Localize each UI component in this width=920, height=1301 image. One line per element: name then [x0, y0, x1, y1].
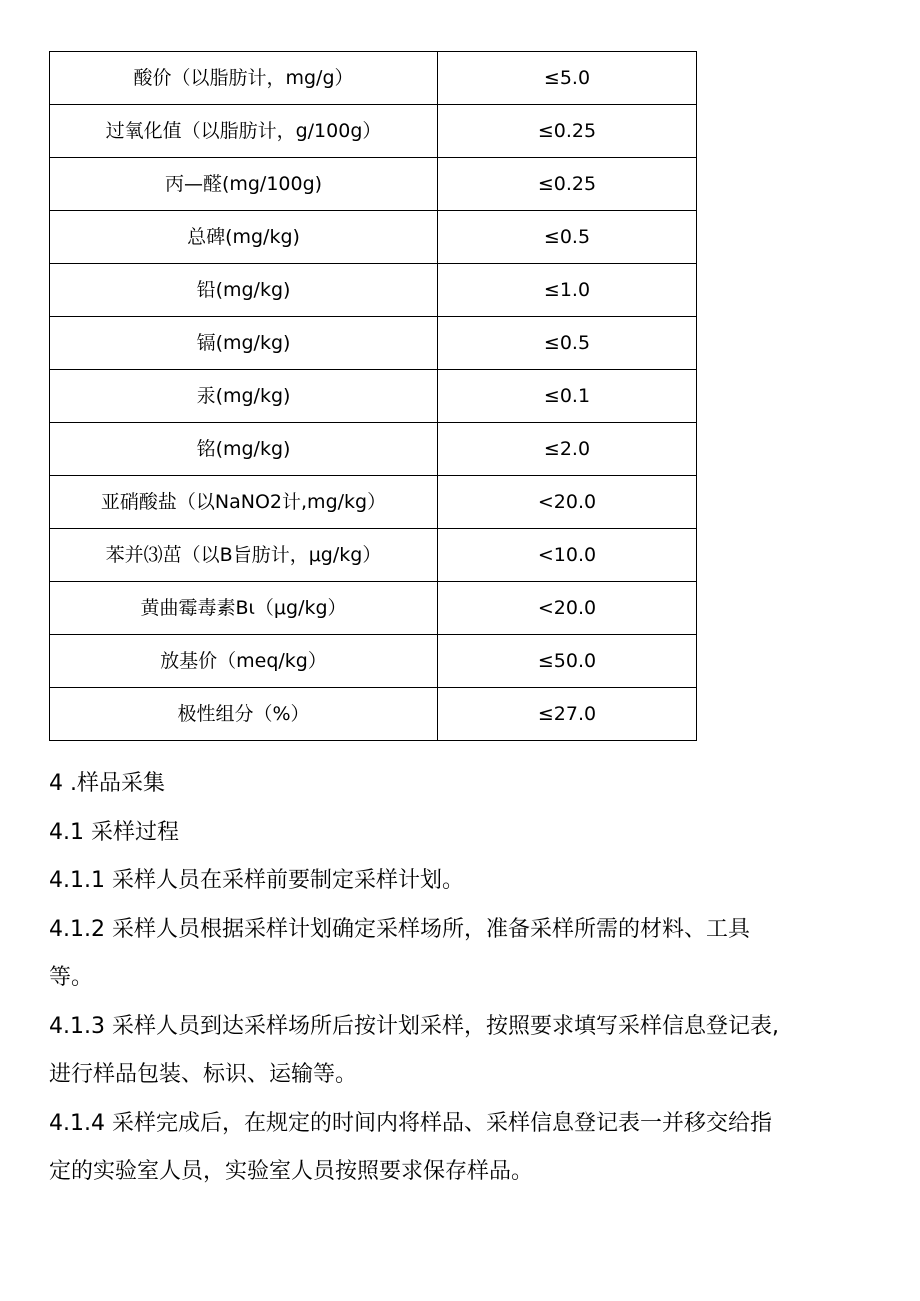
paragraph	[49, 906, 869, 1003]
limit-cell: <20.0	[438, 582, 697, 635]
limit-cell: <10.0	[438, 529, 697, 582]
paragraph-line: 定的实验室人员，实验室人员按照要求保存样品。	[49, 1159, 534, 1184]
section-heading-text: 4 .样品采集	[49, 771, 165, 796]
body-text	[49, 760, 869, 1197]
paragraph-line: 4.1.4 采样完成后，在规定的时间内将样品、采样信息登记表一并移交给指	[49, 1110, 772, 1136]
table-row	[50, 476, 697, 529]
paragraph	[49, 857, 869, 906]
table-row	[50, 635, 697, 688]
paragraph-line: 4.1.3 采样人员到达采样场所后按计划采样，按照要求填写采样信息登记表,	[49, 1013, 779, 1039]
limit-cell: <20.0	[438, 476, 697, 529]
table-row	[50, 158, 697, 211]
spec-table-body	[50, 52, 697, 741]
limit-cell: ≤0.25	[438, 105, 697, 158]
paragraph-line: 进行样品包装、标识、运输等。	[49, 1062, 358, 1087]
paragraph	[49, 1100, 869, 1197]
item-cell: 放基价（meq∕kg）	[50, 635, 438, 688]
table-row	[50, 582, 697, 635]
table-row	[50, 52, 697, 105]
item-cell: 镉(mg∕kg)	[50, 317, 438, 370]
item-cell: 黄曲霉毒素Bι（μg∕kg）	[50, 582, 438, 635]
limit-cell: ≤0.1	[438, 370, 697, 423]
item-cell: 铅(mg∕kg)	[50, 264, 438, 317]
limit-cell: ≤2.0	[438, 423, 697, 476]
table-row	[50, 317, 697, 370]
paragraph-line: 等。	[49, 965, 94, 990]
paragraph-line: 4.1.1 采样人员在采样前要制定采样计划。	[49, 868, 464, 893]
spec-table	[49, 51, 697, 741]
item-cell: 亚硝酸盐（以NaNO2计,mg∕kg）	[50, 476, 438, 529]
item-cell: 铭(mg∕kg)	[50, 423, 438, 476]
section-heading	[49, 760, 869, 809]
limit-cell: ≤0.5	[438, 211, 697, 264]
limit-cell: ≤0.5	[438, 317, 697, 370]
table-row	[50, 529, 697, 582]
subsection-heading	[49, 809, 869, 858]
item-cell: 总碑(mg∕kg)	[50, 211, 438, 264]
limit-cell: ≤1.0	[438, 264, 697, 317]
item-cell: 苯并⑶茁（以B旨肪计，μg∕kg）	[50, 529, 438, 582]
item-cell: 汞(mg∕kg)	[50, 370, 438, 423]
table-row	[50, 688, 697, 741]
subsection-heading-text: 4.1 采样过程	[49, 819, 179, 845]
table-row	[50, 423, 697, 476]
table-row	[50, 105, 697, 158]
item-cell: 酸价（以脂肪计，mg∕g）	[50, 52, 438, 105]
paragraph-line: 4.1.2 采样人员根据采样计划确定采样场所，准备采样所需的材料、工具	[49, 916, 750, 942]
limit-cell: ≤50.0	[438, 635, 697, 688]
paragraph	[49, 1003, 869, 1100]
limit-cell: ≤0.25	[438, 158, 697, 211]
item-cell: 丙—醛(mg∕100g)	[50, 158, 438, 211]
table-row	[50, 264, 697, 317]
item-cell: 过氧化值（以脂肪计，g/100g）	[50, 105, 438, 158]
limit-cell: ≤27.0	[438, 688, 697, 741]
item-cell: 极性组分（%）	[50, 688, 438, 741]
limit-cell: ≤5.0	[438, 52, 697, 105]
table-row	[50, 211, 697, 264]
table-row	[50, 370, 697, 423]
